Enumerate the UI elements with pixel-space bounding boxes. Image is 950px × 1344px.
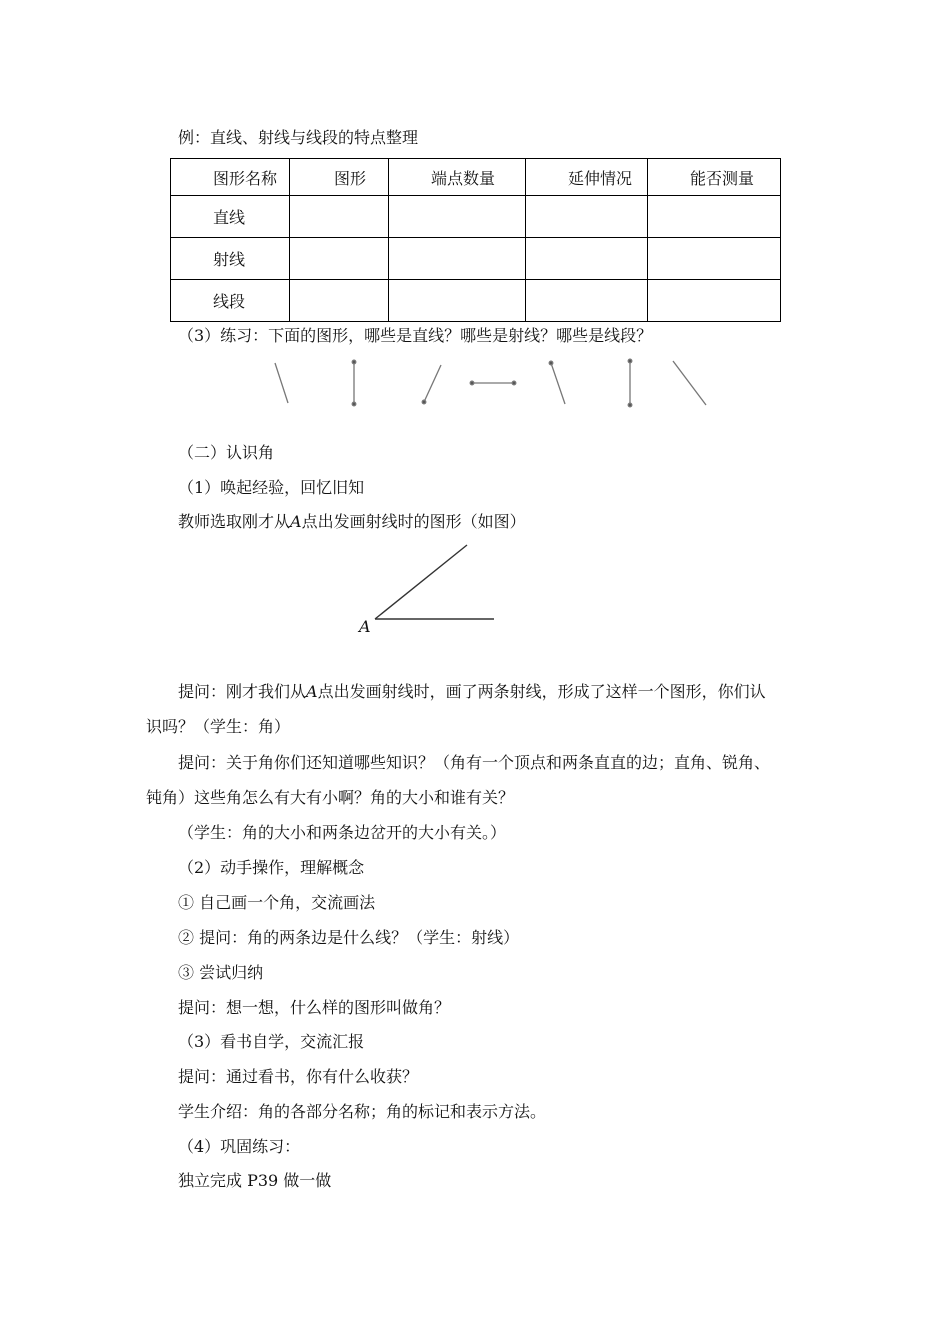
angle-ray-upper [375,545,467,619]
step-four: （4）巩固练习： [178,1137,301,1156]
figure-line-2 [673,361,706,405]
question-1-cont: 识吗？（学生：角） [146,717,291,736]
item-2: ② 提问：角的两条边是什么线？（学生：射线） [178,928,520,947]
header-cell: 图形 [290,159,389,196]
header-cell: 端点数量 [389,159,526,196]
row-name-cell: 直线 [171,196,290,238]
student-intro: 学生介绍：角的各部分名称；角的标记和表示方法。 [178,1102,547,1121]
final-task: 独立完成 P39 做一做 [178,1171,332,1190]
section-two-heading: （二）认识角 [178,443,275,462]
header-cell: 延伸情况 [526,159,648,196]
item-3: ③ 尝试归纳 [178,963,264,982]
question-4: 提问：通过看书，你有什么收获？ [178,1067,419,1086]
step-one: （1）唤起经验，回忆旧知 [178,478,365,497]
row-name-cell: 线段 [171,280,290,322]
header-cell: 图形名称 [171,159,290,196]
angle-vertex-label: A [359,617,371,636]
point-a-label: A [290,512,302,531]
question-1: 提问：刚才我们从A点出发画射线时，画了两条射线，形成了这样一个图形，你们认 [178,682,766,701]
header-cell: 能否测量 [648,159,781,196]
question-2-line-1: 提问：关于角你们还知道哪些知识？（角有一个顶点和两条直直的边；直角、锐角、 [178,753,771,772]
step-two: （2）动手操作，理解概念 [178,858,365,877]
practice-question: （3）练习：下面的图形，哪些是直线？哪些是射线？哪些是线段？ [178,326,653,345]
teacher-line: 教师选取刚才从A点出发画射线时的图形（如图） [178,512,526,531]
question-3: 提问：想一想，什么样的图形叫做角？ [178,998,451,1017]
step-three: （3）看书自学，交流汇报 [178,1032,365,1051]
example-title: 例：直线、射线与线段的特点整理 [178,128,419,147]
item-1: ① 自己画一个角，交流画法 [178,893,376,912]
row-name-cell: 射线 [171,238,290,280]
point-a-label: A [306,682,318,701]
student-answer: （学生：角的大小和两条边岔开的大小有关。） [178,823,507,842]
figure-ray-diagonal [424,365,441,402]
figure-ray-2 [551,363,565,404]
question-2-line-2: 钝角）这些角怎么有大有小啊？角的大小和谁有关？ [146,788,515,807]
figure-line-1 [275,363,288,403]
angle-figure [375,545,494,619]
